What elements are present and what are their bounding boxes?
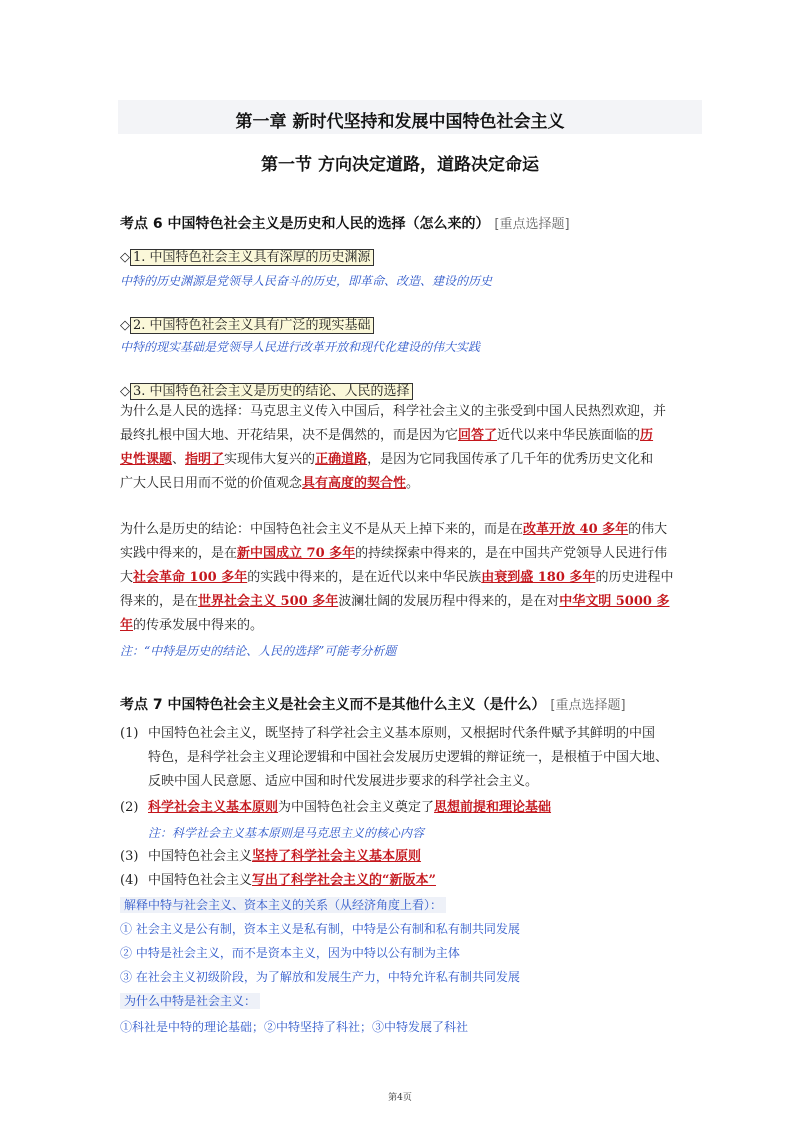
kp6-paragraph-history: 为什么是历史的结论：中国特色社会主义不是从天上掉下来的，而是在改革开放 40 多年的伟大 实践中得来的，是在新中国成立 70 多年的持续探索中得来的，是在中国共产党领导人民进行伟 大社会革命 100 多年的实践中得来的，是在近代以来中华民族由衰到盛 180 多年的历史进程中 得来的，是在世界社会主义 500 多年波澜壮阔的发展历程中得来的，是在对中华文明 5000 多 年的传承发展中得来的。 xyxy=(120,522,674,633)
page-number: 第4页 xyxy=(388,1093,412,1103)
kp7-relation-1: ① 社会主义是公有制，资本主义是私有制，中特是公有制和私有制共同发展 xyxy=(120,922,520,936)
kp6-subpoint-3-text: 3. 中国特色社会主义是历史的结论、人民的选择 xyxy=(130,383,413,400)
kp7-item-1: (1) 中国特色社会主义，既坚持了科学社会主义基本原则，又根据时代条件赋予其鲜明的中国 特色，是科学社会主义理论逻辑和中国社会发展历史逻辑的辩证统一，是根植于中国大地、 反映中国人民意愿、适应中国和时代发展进步要求的科学社会主义。 xyxy=(120,726,669,789)
kp6-paragraph-people: 为什么是人民的选择：马克思主义传入中国后，科学社会主义的主张受到中国人民热烈欢迎，并 最终扎根中国大地、开花结果，决不是偶然的，而是因为它回答了近代以来中华民族面临的历 史性课题、指明了实现伟大复兴的正确道路，是因为它同我国传承了几千年的优秀历史文化和 广大人民日用而不觉的价值观念具有高度的契合性。 xyxy=(120,404,667,491)
chapter-title: 第一章 新时代坚持和发展中国特色社会主义 xyxy=(235,112,565,132)
diamond-icon: ◇ xyxy=(120,384,130,399)
kp7-tag: [重点选择题] xyxy=(550,698,626,713)
kp7-item-3: (3) 中国特色社会主义坚持了科学社会主义基本原则 xyxy=(120,849,422,864)
kp7-item-2-note: 注：科学社会主义基本原则是马克思主义的核心内容 xyxy=(148,826,425,840)
kp6-subpoint-1 xyxy=(120,246,374,265)
kp7-why-answer: ①科社是中特的理论基础；②中特坚持了科社；③中特发展了科社 xyxy=(120,1020,469,1034)
kp6-title: 考点 6 中国特色社会主义是历史和人民的选择（怎么来的） xyxy=(120,216,490,232)
kp6-subpoint-2-text: 2. 中国特色社会主义具有广泛的现实基础 xyxy=(130,317,374,334)
kp6-subpoint-3 xyxy=(120,380,413,399)
kp7-relation-3: ③ 在社会主义初级阶段，为了解放和发展生产力，中特允许私有制共同发展 xyxy=(120,970,520,984)
kp6-subpoint-1-text: 1. 中国特色社会主义具有深厚的历史渊源 xyxy=(130,249,374,266)
kp6-note-2: 中特的现实基础是党领导人民进行改革开放和现代化建设的伟大实践 xyxy=(120,340,481,354)
kp7-title: 考点 7 中国特色社会主义是社会主义而不是其他什么主义（是什么） xyxy=(120,697,546,713)
kp7-heading xyxy=(120,694,626,714)
diamond-icon: ◇ xyxy=(120,318,130,333)
kp7-item-4: (4) 中国特色社会主义写出了科学社会主义的“新版本” xyxy=(120,873,436,888)
diamond-icon: ◇ xyxy=(120,250,130,265)
kp6-note-1: 中特的历史渊源是党领导人民奋斗的历史，即革命、改造、建设的历史 xyxy=(120,274,493,288)
kp6-note-3: 注：“中特是历史的结论、人民的选择”可能考分析题 xyxy=(120,644,397,658)
kp7-why-heading: 为什么中特是社会主义： xyxy=(120,992,260,1009)
kp6-subpoint-2 xyxy=(120,314,374,333)
kp6-heading xyxy=(120,213,570,233)
kp6-tag: [重点选择题] xyxy=(494,217,570,232)
kp7-relation-heading: 解释中特与社会主义、资本主义的关系（从经济角度上看）： xyxy=(120,896,446,913)
kp7-item-2: (2) 科学社会主义基本原则为中国特色社会主义奠定了思想前提和理论基础 xyxy=(120,800,552,815)
section-title: 第一节 方向决定道路，道路决定命运 xyxy=(261,155,539,175)
kp7-relation-2: ② 中特是社会主义，而不是资本主义，因为中特以公有制为主体 xyxy=(120,946,460,960)
